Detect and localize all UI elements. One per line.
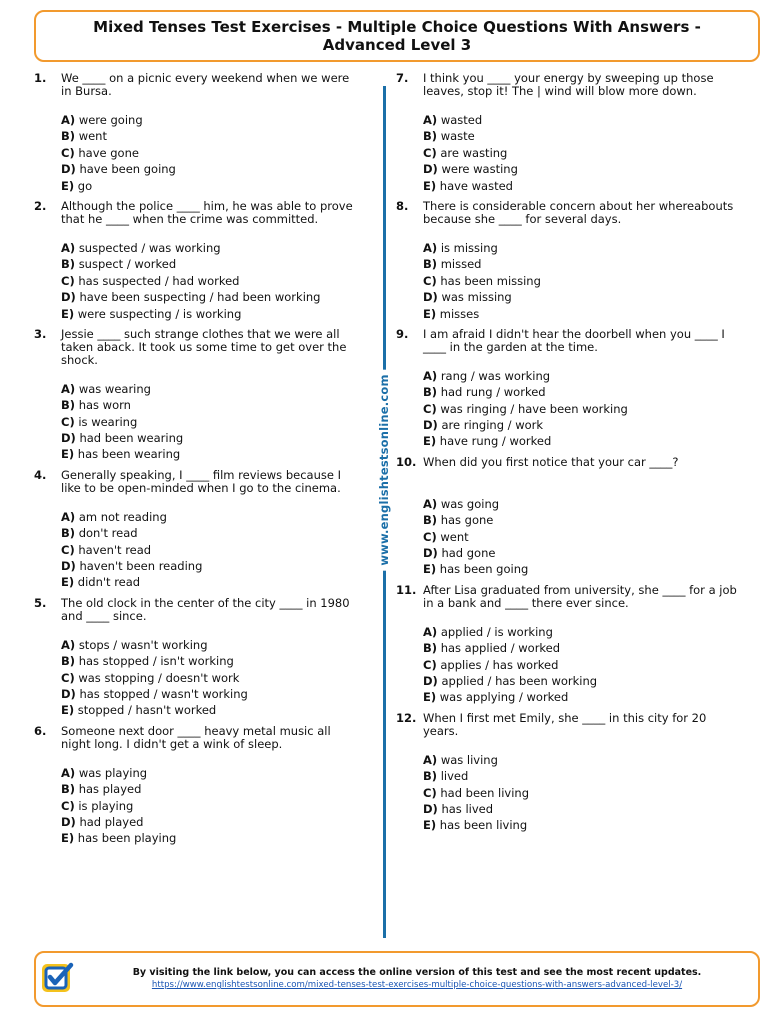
answer-options — [423, 112, 741, 194]
answer-option[interactable] — [423, 640, 741, 656]
answer-option[interactable] — [61, 765, 354, 781]
answer-option[interactable] — [61, 781, 354, 797]
answer-option[interactable] — [423, 273, 741, 289]
answer-option[interactable] — [61, 830, 354, 846]
answer-option[interactable] — [61, 637, 354, 653]
option-letter: E) — [423, 306, 437, 321]
answer-option[interactable] — [423, 178, 741, 194]
option-text: went — [78, 129, 107, 144]
answer-option[interactable] — [423, 545, 741, 561]
option-text: have been suspecting / had been working — [79, 290, 321, 305]
footer-link[interactable]: https://www.englishtestsonline.com/mixed-tenses-test-exercises-multiple-choice-questions-with-answers-advanced-level-3/ — [151, 980, 683, 990]
question-item — [396, 200, 741, 322]
answer-option[interactable] — [423, 112, 741, 128]
option-letter: E) — [423, 562, 437, 577]
option-text: applied / is working — [440, 624, 553, 639]
option-text: have gone — [78, 145, 139, 160]
option-text: lived — [440, 769, 469, 784]
question-text: Someone next door ____ heavy metal music all night long. I didn't get a wink of sleep. — [61, 723, 331, 751]
option-letter: D) — [423, 546, 438, 561]
option-letter: A) — [423, 113, 438, 127]
question-number: 6. — [34, 723, 47, 738]
option-letter: E) — [423, 818, 437, 833]
option-letter: A) — [61, 765, 76, 780]
option-text: were suspecting / is working — [77, 306, 242, 321]
answer-option[interactable] — [423, 657, 741, 673]
option-text: is missing — [440, 240, 498, 255]
option-letter: A) — [61, 637, 76, 652]
question-item — [396, 72, 741, 194]
option-letter: B) — [61, 526, 76, 541]
question-number: 7. — [396, 71, 409, 85]
option-text: haven't read — [78, 542, 152, 557]
option-text: has been living — [439, 818, 528, 833]
answer-option[interactable] — [423, 368, 741, 384]
option-letter: A) — [423, 496, 438, 511]
question-number: 9. — [396, 326, 409, 341]
option-text: suspected / was working — [78, 240, 221, 255]
question-number: 3. — [34, 326, 47, 341]
option-text: was playing — [78, 765, 148, 780]
title-box — [34, 10, 760, 62]
question-item — [396, 456, 741, 578]
option-text: have rung / worked — [439, 434, 552, 449]
option-text: had rung / worked — [440, 385, 546, 400]
question-item — [34, 72, 354, 194]
option-text: waste — [440, 129, 475, 144]
question-number: 10. — [396, 454, 417, 469]
option-text: have wasted — [439, 178, 513, 193]
answer-options — [423, 624, 741, 706]
answer-options — [61, 240, 354, 322]
option-text: don't read — [78, 526, 138, 541]
option-letter: B) — [423, 641, 438, 656]
option-text: applies / has worked — [440, 657, 559, 672]
answer-option[interactable] — [61, 686, 354, 702]
vertical-site-text: www.englishtestsonline.com — [377, 369, 391, 570]
option-letter: B) — [423, 769, 438, 784]
option-letter: E) — [423, 178, 437, 193]
option-letter: C) — [423, 273, 437, 288]
answer-option[interactable] — [423, 401, 741, 417]
question-number: 2. — [34, 198, 47, 213]
question-number: 11. — [396, 582, 417, 597]
answer-option[interactable] — [423, 417, 741, 433]
option-text: has been missing — [440, 273, 541, 288]
question-item — [34, 597, 354, 719]
footer-note: By visiting the link below, you can access the online version of this test and see the most recent updates. — [132, 967, 702, 978]
option-letter: A) — [61, 113, 76, 127]
option-text: was going — [440, 496, 500, 511]
option-letter: D) — [423, 290, 438, 305]
option-text: had been wearing — [79, 431, 184, 446]
answer-options — [61, 637, 354, 719]
answer-option[interactable] — [61, 178, 354, 194]
answer-option[interactable] — [61, 256, 354, 272]
option-text: misses — [439, 306, 480, 321]
option-text: is wearing — [78, 414, 138, 429]
option-letter: D) — [61, 559, 76, 574]
option-letter: C) — [423, 785, 437, 800]
answer-option[interactable] — [61, 128, 354, 144]
question-text: The old clock in the center of the city ____ in 1980 and ____ since. — [61, 595, 350, 623]
answer-options — [423, 752, 741, 834]
answer-options — [61, 509, 354, 591]
option-text: was applying / worked — [439, 690, 569, 705]
option-letter: E) — [61, 178, 75, 193]
option-text: rang / was working — [440, 368, 551, 383]
option-letter: D) — [61, 431, 76, 446]
option-text: were wasting — [441, 162, 518, 177]
answer-option[interactable] — [61, 161, 354, 177]
answer-option[interactable] — [61, 509, 354, 525]
option-letter: B) — [61, 257, 76, 272]
option-letter: E) — [61, 306, 75, 321]
option-letter: B) — [61, 654, 76, 669]
answer-option[interactable] — [423, 512, 741, 528]
option-letter: D) — [423, 162, 438, 177]
option-text: has been going — [439, 562, 529, 577]
question-number: 5. — [34, 595, 47, 610]
option-letter: D) — [423, 418, 438, 433]
checkbox-icon — [40, 961, 74, 995]
answer-option[interactable] — [423, 785, 741, 801]
option-text: am not reading — [78, 509, 167, 524]
answer-option[interactable] — [61, 289, 354, 305]
answer-option[interactable] — [423, 384, 741, 400]
option-letter: B) — [423, 513, 438, 528]
option-text: wasted — [440, 113, 483, 127]
answer-option[interactable] — [61, 702, 354, 718]
question-text: I am afraid I didn't hear the doorbell when you ____ I ____ in the garden at the time. — [423, 326, 725, 354]
option-text: has applied / worked — [440, 641, 561, 656]
option-text: didn't read — [77, 575, 141, 590]
option-text: were going — [78, 113, 143, 127]
question-item — [34, 725, 354, 847]
answer-option[interactable] — [61, 542, 354, 558]
option-letter: C) — [61, 670, 75, 685]
question-text: When did you first notice that your car ____? — [423, 454, 679, 469]
answer-option[interactable] — [61, 558, 354, 574]
answer-option[interactable] — [423, 801, 741, 817]
answer-option[interactable] — [423, 561, 741, 577]
answer-option[interactable] — [61, 145, 354, 161]
option-text: has played — [78, 782, 142, 797]
answer-options — [61, 765, 354, 847]
option-letter: D) — [61, 686, 76, 701]
answer-option[interactable] — [423, 673, 741, 689]
option-text: stops / wasn't working — [78, 637, 208, 652]
option-text: had played — [79, 814, 144, 829]
answer-option[interactable] — [423, 145, 741, 161]
question-item — [396, 712, 741, 834]
option-text: has stopped / wasn't working — [79, 686, 248, 701]
option-letter: E) — [61, 831, 75, 846]
answer-option[interactable] — [423, 161, 741, 177]
option-letter: E) — [61, 703, 75, 718]
option-text: is playing — [78, 798, 134, 813]
option-text: has worn — [78, 398, 131, 413]
option-text: was ringing / have been working — [440, 401, 628, 416]
question-number: 4. — [34, 467, 47, 482]
option-text: was missing — [441, 290, 512, 305]
option-letter: C) — [423, 529, 437, 544]
question-item — [34, 328, 354, 463]
question-number: 12. — [396, 710, 417, 725]
answer-option[interactable] — [423, 289, 741, 305]
answer-options — [61, 381, 354, 463]
left-question-column — [34, 72, 354, 853]
answer-options — [423, 368, 741, 450]
footer-box — [34, 951, 760, 1007]
option-letter: A) — [423, 624, 438, 639]
answer-option[interactable] — [61, 273, 354, 289]
option-letter: A) — [423, 240, 438, 255]
option-text: was wearing — [78, 381, 151, 396]
answer-option[interactable] — [61, 112, 354, 128]
option-letter: E) — [423, 690, 437, 705]
answer-options — [61, 112, 354, 194]
option-letter: B) — [423, 385, 438, 400]
option-text: has been wearing — [77, 447, 181, 462]
option-text: go — [77, 178, 93, 193]
option-text: was stopping / doesn't work — [78, 670, 240, 685]
answer-option[interactable] — [61, 397, 354, 413]
question-text: After Lisa graduated from university, she ____ for a job in a bank and ____ there ever since. — [423, 582, 737, 610]
option-letter: D) — [423, 801, 438, 816]
option-letter: C) — [61, 542, 75, 557]
answer-option[interactable] — [423, 529, 741, 545]
answer-option[interactable] — [423, 240, 741, 256]
answer-option[interactable] — [61, 446, 354, 462]
answer-option[interactable] — [61, 381, 354, 397]
answer-option[interactable] — [423, 306, 741, 322]
option-text: has lived — [441, 801, 494, 816]
answer-option[interactable] — [61, 814, 354, 830]
page-title-line-2: Advanced Level 3 — [322, 36, 472, 54]
answer-option[interactable] — [423, 256, 741, 272]
option-letter: D) — [61, 290, 76, 305]
option-letter: C) — [61, 798, 75, 813]
option-letter: B) — [423, 129, 438, 144]
option-letter: C) — [61, 145, 75, 160]
option-letter: B) — [61, 782, 76, 797]
answer-option[interactable] — [61, 430, 354, 446]
option-text: applied / has been working — [441, 673, 598, 688]
option-text: haven't been reading — [79, 559, 203, 574]
question-text: There is considerable concern about her whereabouts because she ____ for several days. — [423, 198, 734, 226]
question-number: 1. — [34, 71, 47, 85]
option-text: had been living — [440, 785, 530, 800]
answer-option[interactable] — [423, 433, 741, 449]
option-text: suspect / worked — [78, 257, 177, 272]
option-letter: B) — [423, 257, 438, 272]
option-letter: E) — [61, 447, 75, 462]
answer-option[interactable] — [423, 752, 741, 768]
answer-option[interactable] — [61, 670, 354, 686]
answer-option[interactable] — [423, 768, 741, 784]
option-text: have been going — [79, 162, 176, 177]
question-text: We ____ on a picnic every weekend when we were in Bursa. — [61, 71, 350, 98]
answer-option[interactable] — [61, 525, 354, 541]
answer-option[interactable] — [423, 689, 741, 705]
option-letter: A) — [61, 509, 76, 524]
question-item — [34, 200, 354, 322]
option-text: stopped / hasn't worked — [77, 703, 217, 718]
question-item — [34, 469, 354, 591]
option-text: has gone — [440, 513, 494, 528]
option-letter: A) — [423, 368, 438, 383]
answer-option[interactable] — [423, 496, 741, 512]
page-title-line-1: Mixed Tenses Test Exercises - Multiple Choice Questions With Answers - — [93, 18, 701, 36]
answer-option[interactable] — [61, 798, 354, 814]
option-text: missed — [440, 257, 482, 272]
option-letter: A) — [61, 240, 76, 255]
option-letter: B) — [61, 398, 76, 413]
question-item — [396, 584, 741, 706]
option-letter: C) — [61, 414, 75, 429]
option-letter: C) — [61, 273, 75, 288]
option-text: has suspected / had worked — [78, 273, 240, 288]
option-letter: B) — [61, 129, 76, 144]
option-letter: C) — [423, 657, 437, 672]
option-letter: C) — [423, 401, 437, 416]
option-letter: E) — [423, 434, 437, 449]
option-letter: A) — [423, 752, 438, 767]
answer-option[interactable] — [423, 817, 741, 833]
option-text: are wasting — [440, 145, 508, 160]
answer-options — [423, 240, 741, 322]
option-letter: C) — [423, 145, 437, 160]
option-text: are ringing / work — [441, 418, 544, 433]
question-number: 8. — [396, 198, 409, 213]
question-text: Jessie ____ such strange clothes that we were all taken aback. It took us some time to get over the shock. — [61, 326, 347, 367]
option-text: has stopped / isn't working — [78, 654, 234, 669]
answer-option[interactable] — [423, 128, 741, 144]
question-text: Although the police ____ him, he was able to prove that he ____ when the crime was committed. — [61, 198, 353, 226]
answer-option[interactable] — [423, 624, 741, 640]
answer-options — [423, 496, 741, 578]
answer-option[interactable] — [61, 653, 354, 669]
question-text: When I first met Emily, she ____ in this city for 20 years. — [423, 710, 707, 738]
answer-option[interactable] — [61, 240, 354, 256]
question-text: I think you ____ your energy by sweeping up those leaves, stop it! The | wind will blow more down. — [423, 71, 714, 98]
option-letter: D) — [61, 814, 76, 829]
right-question-column — [396, 72, 741, 840]
answer-option[interactable] — [61, 574, 354, 590]
option-letter: D) — [61, 162, 76, 177]
option-text: had gone — [441, 546, 496, 561]
option-letter: A) — [61, 381, 76, 396]
answer-option[interactable] — [61, 414, 354, 430]
option-text: was living — [440, 752, 498, 767]
question-item — [396, 328, 741, 450]
option-text: went — [440, 529, 469, 544]
option-letter: D) — [423, 673, 438, 688]
option-letter: E) — [61, 575, 75, 590]
option-text: has been playing — [77, 831, 177, 846]
answer-option[interactable] — [61, 306, 354, 322]
question-text: Generally speaking, I ____ film reviews because I like to be open-minded when I go to the cinema. — [61, 467, 341, 495]
